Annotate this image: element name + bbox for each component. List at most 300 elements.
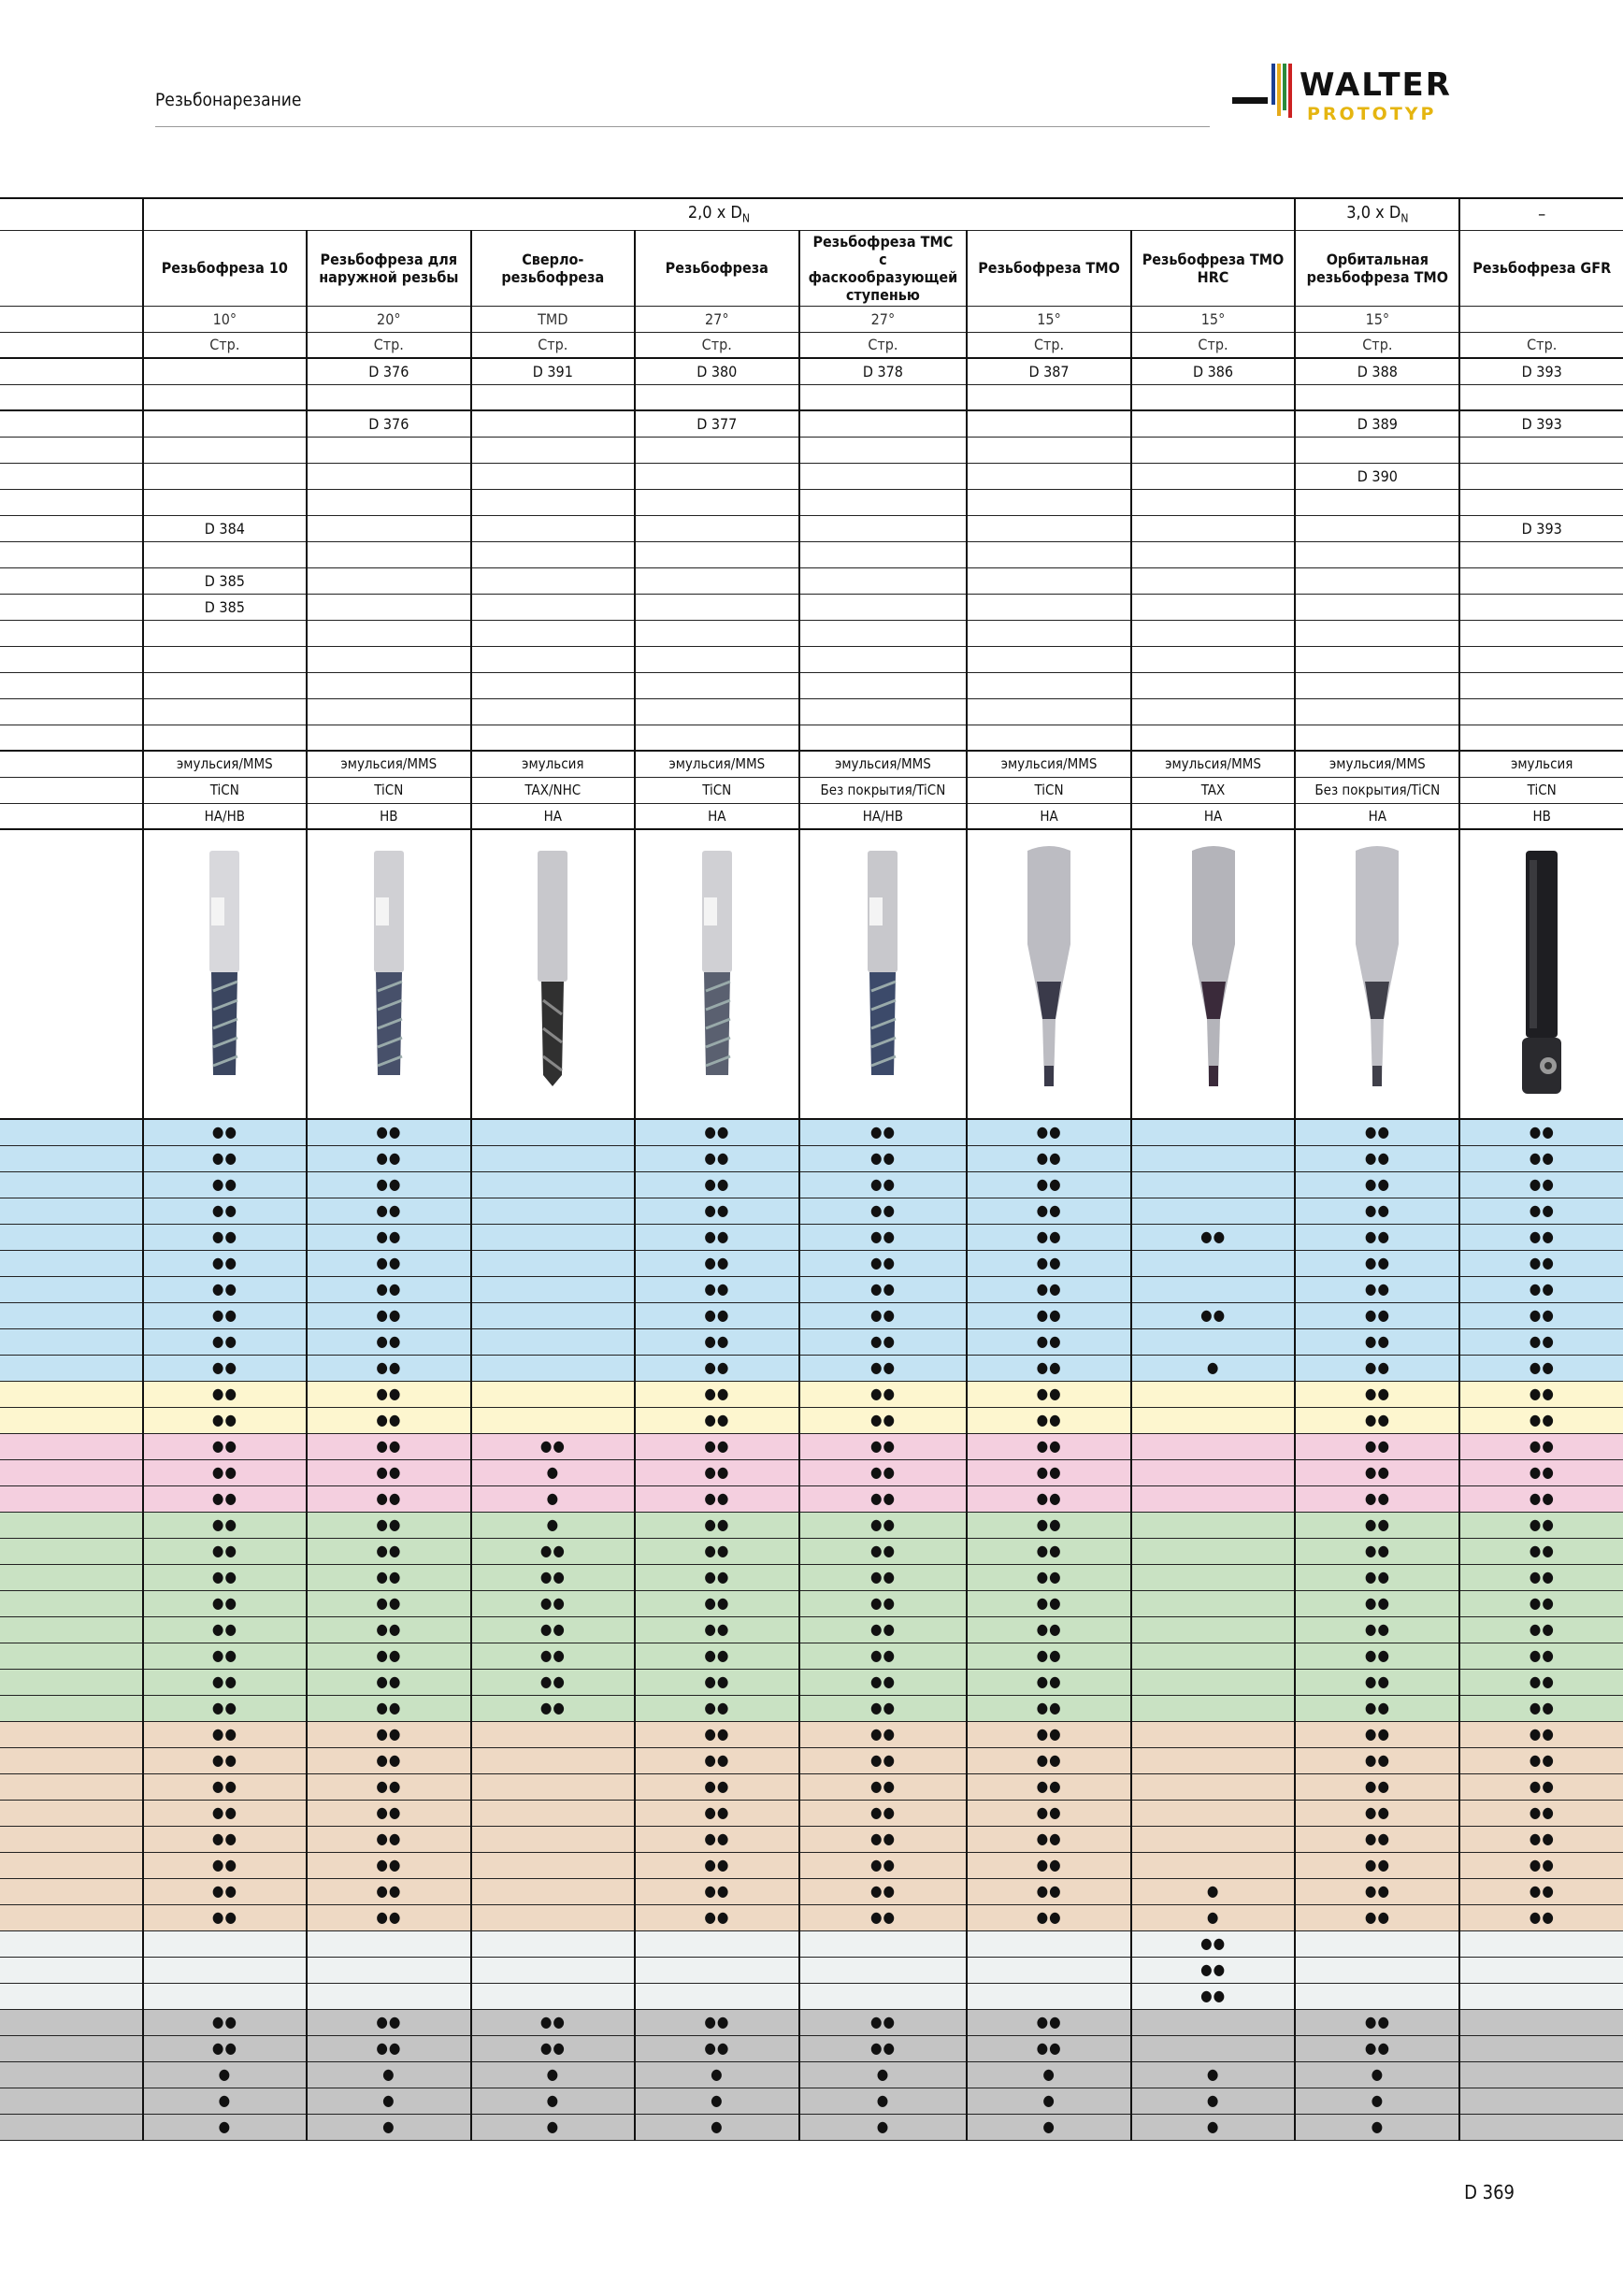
svg-text:WALTER: WALTER (1300, 66, 1452, 104)
table-row (0, 332, 1623, 358)
applicability-dots: ●● (1131, 1302, 1295, 1328)
applicability-dots: ●● (307, 1276, 470, 1302)
applicability-dots: ●● (967, 1826, 1130, 1852)
applicability-dots: ●● (967, 2035, 1130, 2061)
applicability-dots: ●● (799, 1171, 968, 1198)
table-row (0, 1145, 1623, 1171)
applicability-dots: ●● (1459, 1119, 1623, 1145)
applicability-dots: ●● (799, 1302, 968, 1328)
applicability-dots: ●● (799, 1800, 968, 1826)
page-ref: D 388 (1295, 358, 1459, 384)
applicability-dots: ●● (635, 1328, 798, 1355)
coating-cell: TAX (1131, 777, 1295, 803)
applicability-dots: ● (1295, 2114, 1459, 2140)
table-row (0, 1512, 1623, 1538)
page-ref (967, 620, 1130, 646)
applicability-dots: ●● (1459, 1381, 1623, 1407)
applicability-dots: ●● (799, 1459, 968, 1485)
applicability-dots: ●● (635, 1119, 798, 1145)
applicability-dots (471, 1328, 635, 1355)
applicability-dots: ● (1295, 2088, 1459, 2114)
applicability-dots: ●● (307, 1564, 470, 1590)
tool-name: Резьбофреза 10 (143, 230, 307, 306)
applicability-dots: ●● (1459, 1485, 1623, 1512)
applicability-dots: ●● (1459, 1773, 1623, 1800)
applicability-dots (1131, 1590, 1295, 1616)
applicability-dots: ●● (967, 1224, 1130, 1250)
applicability-dots: ●● (967, 1171, 1130, 1198)
page-ref (471, 489, 635, 515)
applicability-dots: ●● (799, 1276, 968, 1302)
page-ref (143, 489, 307, 515)
applicability-dots (471, 1381, 635, 1407)
applicability-dots (1459, 2088, 1623, 2114)
coating-cell: TiCN (967, 777, 1130, 803)
shank-cell: HA/HB (143, 803, 307, 829)
applicability-dots: ●● (143, 1250, 307, 1276)
applicability-dots (307, 1930, 470, 1957)
applicability-dots: ●● (967, 1355, 1130, 1381)
applicability-dots: ●● (635, 1381, 798, 1407)
tool-name: Резьбофреза для наружной резьбы (307, 230, 470, 306)
applicability-dots: ● (799, 2088, 968, 2114)
applicability-dots: ●● (1459, 1302, 1623, 1328)
applicability-dots (1131, 1538, 1295, 1564)
table-row (0, 1250, 1623, 1276)
applicability-dots (1131, 1171, 1295, 1198)
applicability-dots: ●● (471, 1564, 635, 1590)
applicability-dots: ●● (967, 1747, 1130, 1773)
page-ref (635, 620, 798, 646)
coating-cell: TiCN (635, 777, 798, 803)
applicability-dots: ●● (1295, 1747, 1459, 1773)
applicability-dots: ●● (799, 1721, 968, 1747)
applicability-dots (1131, 1800, 1295, 1826)
coolant-cell: эмульсия (471, 751, 635, 777)
applicability-dots (1131, 1145, 1295, 1171)
tool-name: Резьбофреза GFR (1459, 230, 1623, 306)
applicability-dots (471, 1983, 635, 2009)
tool-name: Сверло-резьбофреза (471, 230, 635, 306)
applicability-dots (1131, 1250, 1295, 1276)
applicability-dots: ●● (799, 1355, 968, 1381)
page-label: Стр. (967, 332, 1130, 358)
tool-angle: 15° (1131, 306, 1295, 332)
table-row (0, 1590, 1623, 1616)
applicability-dots (471, 1224, 635, 1250)
applicability-dots: ●● (967, 1512, 1130, 1538)
applicability-dots: ●● (1459, 1198, 1623, 1224)
coolant-cell: эмульсия/MMS (143, 751, 307, 777)
applicability-dots: ●● (635, 1773, 798, 1800)
tool-name: Резьбофреза TMO (967, 230, 1130, 306)
applicability-dots: ●● (143, 1852, 307, 1878)
table-row (0, 751, 1623, 777)
applicability-dots: ●● (1295, 1459, 1459, 1485)
page-ref (307, 646, 470, 672)
page-ref (143, 384, 307, 410)
page-ref (471, 463, 635, 489)
applicability-dots (471, 1119, 635, 1145)
applicability-dots (471, 1407, 635, 1433)
page-ref (1459, 463, 1623, 489)
page-label: Стр. (471, 332, 635, 358)
applicability-dots: ● (307, 2088, 470, 2114)
applicability-dots (635, 1983, 798, 2009)
shank-cell: HA/HB (799, 803, 968, 829)
applicability-dots: ●● (1459, 1564, 1623, 1590)
table-row (0, 1957, 1623, 1983)
applicability-dots (471, 1878, 635, 1904)
page-ref (307, 620, 470, 646)
applicability-dots: ●● (307, 1616, 470, 1643)
page-ref (1295, 384, 1459, 410)
applicability-dots: ●● (1459, 1276, 1623, 1302)
page-ref: D 385 (143, 594, 307, 620)
applicability-dots: ●● (143, 1381, 307, 1407)
page-ref (799, 672, 968, 698)
applicability-dots: ●● (1295, 1643, 1459, 1669)
table-row (0, 1564, 1623, 1590)
page-ref (471, 620, 635, 646)
page-ref (799, 515, 968, 541)
applicability-dots: ●● (799, 1590, 968, 1616)
coating-cell: TiCN (307, 777, 470, 803)
applicability-dots (471, 1198, 635, 1224)
tool-angle: 27° (635, 306, 798, 332)
applicability-dots (1459, 2061, 1623, 2088)
table-row (0, 567, 1623, 594)
page-ref (1295, 567, 1459, 594)
applicability-dots: ● (471, 2061, 635, 2088)
applicability-dots: ●● (143, 1355, 307, 1381)
page-ref (967, 515, 1130, 541)
applicability-dots: ●● (967, 1407, 1130, 1433)
applicability-dots: ●● (143, 1171, 307, 1198)
applicability-dots: ● (471, 2114, 635, 2140)
applicability-dots: ●● (1459, 1695, 1623, 1721)
page-label: Стр. (1295, 332, 1459, 358)
applicability-dots: ●● (635, 1433, 798, 1459)
applicability-dots: ●● (635, 1224, 798, 1250)
table-row (0, 1407, 1623, 1433)
applicability-dots (143, 1930, 307, 1957)
page-ref (635, 463, 798, 489)
applicability-dots: ●● (143, 2009, 307, 2035)
page-ref: D 385 (143, 567, 307, 594)
header-divider (155, 126, 1210, 127)
applicability-dots: ●● (635, 1276, 798, 1302)
applicability-dots: ●● (471, 2009, 635, 2035)
applicability-dots: ●● (635, 1878, 798, 1904)
applicability-dots: ● (635, 2114, 798, 2140)
coolant-cell: эмульсия/MMS (307, 751, 470, 777)
applicability-dots: ● (799, 2061, 968, 2088)
tool-name: Резьбофреза TMC с фаскообразующей ступенью (799, 230, 968, 306)
page-label: Стр. (1459, 332, 1623, 358)
page-ref (471, 646, 635, 672)
applicability-dots: ●● (635, 1250, 798, 1276)
page-ref: D 378 (799, 358, 968, 384)
applicability-dots: ●● (307, 1485, 470, 1512)
table-row (0, 1276, 1623, 1302)
applicability-dots: ●● (635, 2009, 798, 2035)
applicability-dots: ●● (1295, 1773, 1459, 1800)
page-ref (1131, 489, 1295, 515)
page-ref: D 391 (471, 358, 635, 384)
applicability-dots (471, 1773, 635, 1800)
page-ref: D 384 (143, 515, 307, 541)
tool-name: Резьбофреза TMO HRC (1131, 230, 1295, 306)
page-ref (307, 567, 470, 594)
applicability-dots (471, 1276, 635, 1302)
page-ref (471, 384, 635, 410)
shank-cell: HA (635, 803, 798, 829)
page-ref (967, 725, 1130, 751)
shank-cell: HA (967, 803, 1130, 829)
applicability-dots: ●● (143, 1198, 307, 1224)
table-row (0, 1695, 1623, 1721)
applicability-dots: ●● (967, 1381, 1130, 1407)
tool-image (143, 829, 307, 1119)
svg-text:PROTOTYP: PROTOTYP (1307, 104, 1437, 124)
table-row (0, 437, 1623, 463)
applicability-dots: ●● (143, 1145, 307, 1171)
table-row (0, 1616, 1623, 1643)
applicability-dots: ●● (799, 1695, 968, 1721)
applicability-dots: ●● (635, 1643, 798, 1669)
applicability-dots: ●● (143, 1564, 307, 1590)
table-row (0, 1800, 1623, 1826)
applicability-dots: ●● (1459, 1328, 1623, 1355)
tool-image (1295, 829, 1459, 1119)
applicability-dots: ●● (143, 1224, 307, 1250)
applicability-dots: ●● (635, 1459, 798, 1485)
page-ref (1459, 620, 1623, 646)
page-label: Стр. (307, 332, 470, 358)
shank-cell: HA (471, 803, 635, 829)
applicability-dots (471, 1747, 635, 1773)
table-row (0, 2009, 1623, 2035)
applicability-dots: ●● (967, 1669, 1130, 1695)
applicability-dots (1131, 1643, 1295, 1669)
applicability-dots: ●● (1459, 1459, 1623, 1485)
table-row (0, 384, 1623, 410)
page-ref (967, 567, 1130, 594)
page-label: Стр. (635, 332, 798, 358)
applicability-dots (1459, 1983, 1623, 2009)
applicability-dots: ●● (307, 1381, 470, 1407)
applicability-dots: ●● (307, 1747, 470, 1773)
table-row (0, 725, 1623, 751)
page-ref (471, 698, 635, 725)
applicability-dots: ●● (635, 1852, 798, 1878)
applicability-dots (1131, 1695, 1295, 1721)
applicability-dots: ●● (143, 1773, 307, 1800)
applicability-dots: ●● (635, 1721, 798, 1747)
table-row (0, 1198, 1623, 1224)
page-ref (471, 410, 635, 437)
page-ref: D 393 (1459, 358, 1623, 384)
applicability-dots (1131, 1433, 1295, 1459)
applicability-dots (307, 1957, 470, 1983)
applicability-dots: ●● (1295, 1538, 1459, 1564)
thread-milling-selection-table (0, 197, 1623, 2141)
page-ref (471, 672, 635, 698)
page-ref (1131, 410, 1295, 437)
applicability-dots (471, 1302, 635, 1328)
page-ref (143, 463, 307, 489)
applicability-dots: ●● (799, 1512, 968, 1538)
applicability-dots: ●● (1131, 1930, 1295, 1957)
applicability-dots: ● (471, 1512, 635, 1538)
applicability-dots: ●● (1295, 1407, 1459, 1433)
applicability-dots: ●● (967, 1459, 1130, 1485)
applicability-dots (1131, 1669, 1295, 1695)
table-row (0, 1904, 1623, 1930)
applicability-dots: ●● (143, 1747, 307, 1773)
applicability-dots: ●● (1459, 1171, 1623, 1198)
applicability-dots: ● (799, 2114, 968, 2140)
applicability-dots: ●● (967, 1198, 1130, 1224)
page-ref (1459, 698, 1623, 725)
applicability-dots: ● (1131, 1878, 1295, 1904)
page-ref (1295, 698, 1459, 725)
applicability-dots: ●● (1295, 1355, 1459, 1381)
applicability-dots: ●● (967, 1773, 1130, 1800)
page-ref (307, 384, 470, 410)
applicability-dots: ●● (307, 2035, 470, 2061)
applicability-dots: ●● (143, 1459, 307, 1485)
applicability-dots: ●● (307, 1407, 470, 1433)
page-ref: D 377 (635, 410, 798, 437)
table-row (0, 646, 1623, 672)
applicability-dots: ●● (307, 1721, 470, 1747)
applicability-dots: ●● (143, 1695, 307, 1721)
applicability-dots (143, 1983, 307, 2009)
table-row (0, 1669, 1623, 1695)
page-ref (471, 541, 635, 567)
applicability-dots (967, 1957, 1130, 1983)
shank-cell: HA (1295, 803, 1459, 829)
page-ref (143, 541, 307, 567)
table-row (0, 1171, 1623, 1198)
applicability-dots: ●● (967, 1433, 1130, 1459)
page-ref: D 389 (1295, 410, 1459, 437)
page-ref (143, 646, 307, 672)
page-ref (1295, 620, 1459, 646)
applicability-dots: ●● (143, 1721, 307, 1747)
applicability-dots: ●● (967, 1564, 1130, 1590)
table-row (0, 489, 1623, 515)
page-ref: D 393 (1459, 410, 1623, 437)
page-ref (307, 437, 470, 463)
applicability-dots (1295, 1983, 1459, 2009)
applicability-dots: ●● (1295, 1826, 1459, 1852)
applicability-dots: ●● (635, 1616, 798, 1643)
applicability-dots: ●● (307, 1224, 470, 1250)
applicability-dots: ●● (799, 1904, 968, 1930)
applicability-dots: ●● (967, 1852, 1130, 1878)
coating-cell: TAX/NHC (471, 777, 635, 803)
tool-image (1131, 829, 1295, 1119)
page-ref (1131, 594, 1295, 620)
applicability-dots: ●● (635, 1564, 798, 1590)
page-ref (143, 410, 307, 437)
page-ref (799, 620, 968, 646)
page-ref (307, 725, 470, 751)
applicability-dots: ●● (307, 1328, 470, 1355)
page-ref (967, 437, 1130, 463)
applicability-dots: ●● (471, 2035, 635, 2061)
applicability-dots: ● (1131, 1355, 1295, 1381)
applicability-dots: ●● (967, 1695, 1130, 1721)
applicability-dots (1131, 1616, 1295, 1643)
page-ref (967, 489, 1130, 515)
applicability-dots: ●● (1295, 1433, 1459, 1459)
applicability-dots: ●● (635, 1538, 798, 1564)
applicability-dots: ●● (1459, 1512, 1623, 1538)
applicability-dots (471, 1145, 635, 1171)
applicability-dots: ●● (143, 1878, 307, 1904)
applicability-dots (1131, 1721, 1295, 1747)
applicability-dots: ● (1131, 2088, 1295, 2114)
page-ref (1131, 567, 1295, 594)
page-ref (143, 725, 307, 751)
applicability-dots: ●● (307, 1171, 470, 1198)
applicability-dots: ●● (799, 1852, 968, 1878)
tool-angle (1459, 306, 1623, 332)
applicability-dots: ●● (143, 1119, 307, 1145)
applicability-dots: ●● (635, 1904, 798, 1930)
applicability-dots (471, 1355, 635, 1381)
coolant-cell: эмульсия/MMS (967, 751, 1130, 777)
applicability-dots (635, 1930, 798, 1957)
applicability-dots: ●● (635, 1355, 798, 1381)
applicability-dots: ●● (635, 2035, 798, 2061)
tool-angle: 15° (1295, 306, 1459, 332)
applicability-dots: ●● (799, 2035, 968, 2061)
applicability-dots: ● (471, 1459, 635, 1485)
table-row (0, 541, 1623, 567)
applicability-dots: ●● (1459, 1355, 1623, 1381)
applicability-dots (1131, 1198, 1295, 1224)
page-ref (967, 541, 1130, 567)
applicability-dots: ●● (799, 1485, 968, 1512)
page-ref (799, 698, 968, 725)
applicability-dots: ●● (799, 1145, 968, 1171)
applicability-dots: ●● (307, 1852, 470, 1878)
applicability-dots: ●● (143, 1616, 307, 1643)
tool-name: Резьбофреза (635, 230, 798, 306)
group-header-2xd: 2,0 x $D_N$ (143, 198, 1296, 230)
coating-cell: TiCN (1459, 777, 1623, 803)
applicability-dots: ●● (307, 1433, 470, 1459)
page-ref (635, 698, 798, 725)
applicability-dots (967, 1983, 1130, 2009)
applicability-dots: ●● (799, 1564, 968, 1590)
applicability-dots: ●● (307, 1459, 470, 1485)
page-ref (1459, 384, 1623, 410)
page-ref (143, 437, 307, 463)
table-row (0, 1381, 1623, 1407)
table-row (0, 1485, 1623, 1512)
applicability-dots: ●● (967, 1800, 1130, 1826)
applicability-dots (1131, 2035, 1295, 2061)
page-ref (307, 672, 470, 698)
table-row (0, 1538, 1623, 1564)
table-row (0, 1983, 1623, 2009)
